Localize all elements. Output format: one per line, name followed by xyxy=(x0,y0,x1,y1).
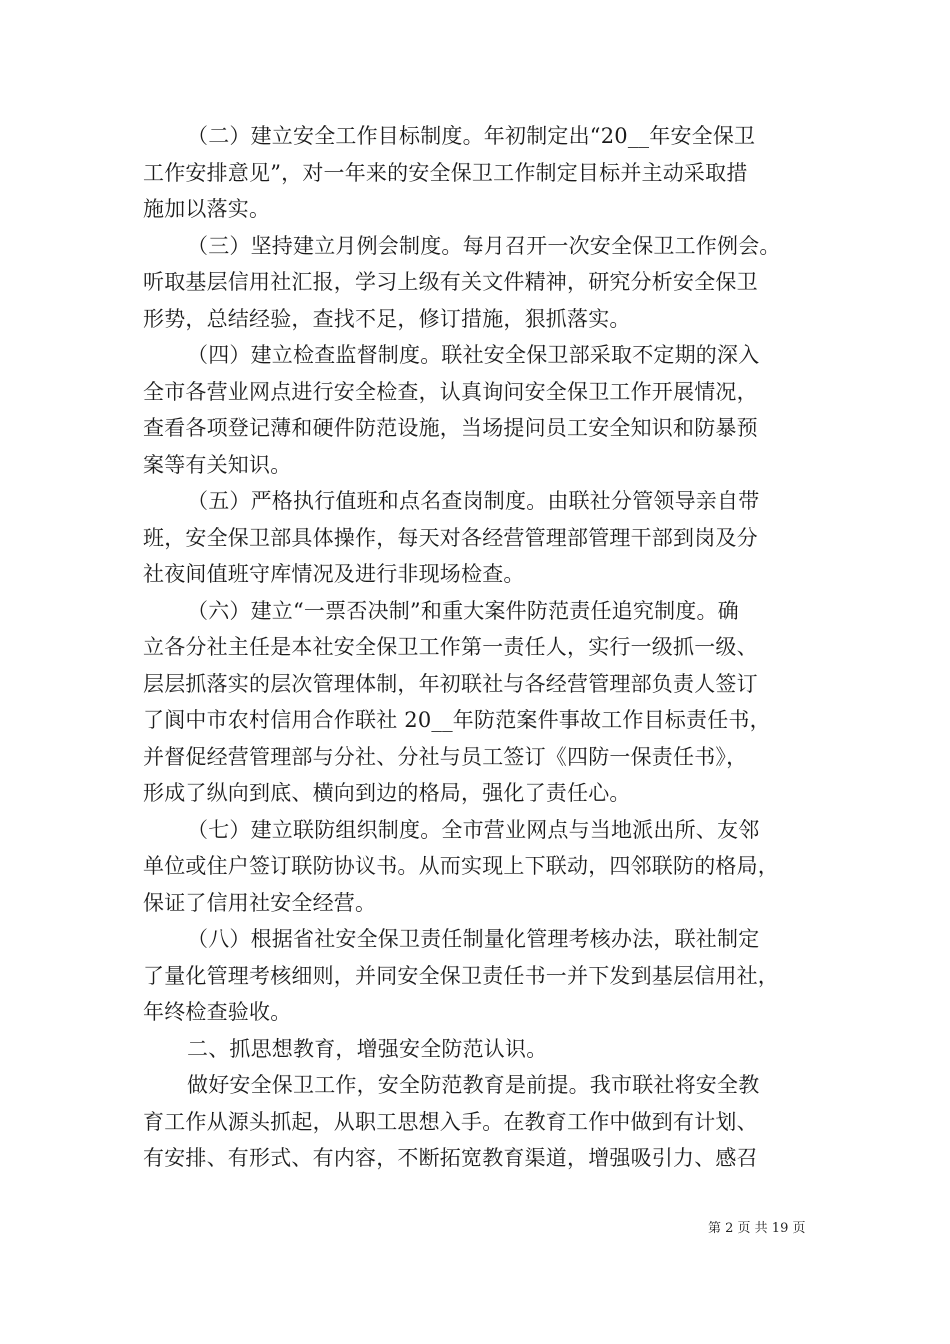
text-line: 二、抓思想教育，增强安全防范认识。 xyxy=(187,1036,548,1061)
text-line: 育工作从源头抓起，从职工思想入手。在教育工作中做到有计划、 xyxy=(143,1109,758,1134)
text-line: （四）建立检查监督制度。联社安全保卫部采取不定期的深入 xyxy=(187,343,760,367)
document-body xyxy=(143,118,807,1177)
text-line: 施加以落实。 xyxy=(143,197,271,221)
text-line: 并督促经营管理部与分社、分社与员工签订《四防一保责任书》， xyxy=(143,744,748,769)
text-line: （六）建立“一票否决制”和重大案件防范责任追究制度。确 xyxy=(187,598,739,623)
text-line: 查看各项登记薄和硬件防范设施，当场提问员工安全知识和防暴预 xyxy=(143,416,758,440)
text-line: （七）建立联防组织制度。全市营业网点与当地派出所、友邻 xyxy=(187,817,760,842)
text-line: 单位或住户签订联防协议书。从而实现上下联动，四邻联防的格局， xyxy=(143,854,779,878)
text-line: （三）坚持建立月例会制度。每月召开一次安全保卫工作例会。 xyxy=(187,233,781,258)
text-line: （五）严格执行值班和点名查岗制度。由联社分管领导亲自带 xyxy=(187,489,760,513)
text-line: 有安排、有形式、有内容，不断拓宽教育渠道，增强吸引力、感召 xyxy=(143,1146,758,1170)
text-line: 了量化管理考核细则，并同安全保卫责任书一并下发到基层信用社， xyxy=(143,963,779,988)
text-line: （二）建立安全工作目标制度。年初制定出“20__年安全保卫 xyxy=(187,124,756,148)
text-line: 了阆中市农村信用合作联社 20__年防范案件事故工作目标责任书， xyxy=(143,708,771,732)
text-line: 全市各营业网点进行安全检查，认真询问安全保卫工作开展情况， xyxy=(143,379,758,404)
text-line: （八）根据省社安全保卫责任制量化管理考核办法，联社制定 xyxy=(187,927,760,951)
text-line: 形成了纵向到底、横向到边的格局，强化了责任心。 xyxy=(143,781,631,805)
text-line: 案等有关知识。 xyxy=(143,452,292,477)
text-line: 立各分社主任是本社安全保卫工作第一责任人，实行一级抓一级、 xyxy=(143,635,758,659)
text-line: 社夜间值班守库情况及进行非现场检查。 xyxy=(143,562,525,586)
text-line: 听取基层信用社汇报，学习上级有关文件精神，研究分析安全保卫 xyxy=(143,270,758,294)
text-line: 做好安全保卫工作，安全防范教育是前提。我市联社将安全教 xyxy=(187,1073,760,1097)
text-line: 年终检查验收。 xyxy=(143,1000,292,1024)
text-line: 形势，总结经验，查找不足，修订措施，狠抓落实。 xyxy=(143,306,631,331)
text-line: 工作安排意见”，对一年来的安全保卫工作制定目标并主动采取措 xyxy=(143,160,748,185)
text-line: 班，安全保卫部具体操作，每天对各经营管理部管理干部到岗及分 xyxy=(143,525,758,550)
text-line: 保证了信用社安全经营。 xyxy=(143,890,377,915)
page-number: 第 2 页 共 19 页 xyxy=(708,1221,806,1236)
text-line: 层层抓落实的层次管理体制，年初联社与各经营管理部负责人签订 xyxy=(143,671,758,696)
